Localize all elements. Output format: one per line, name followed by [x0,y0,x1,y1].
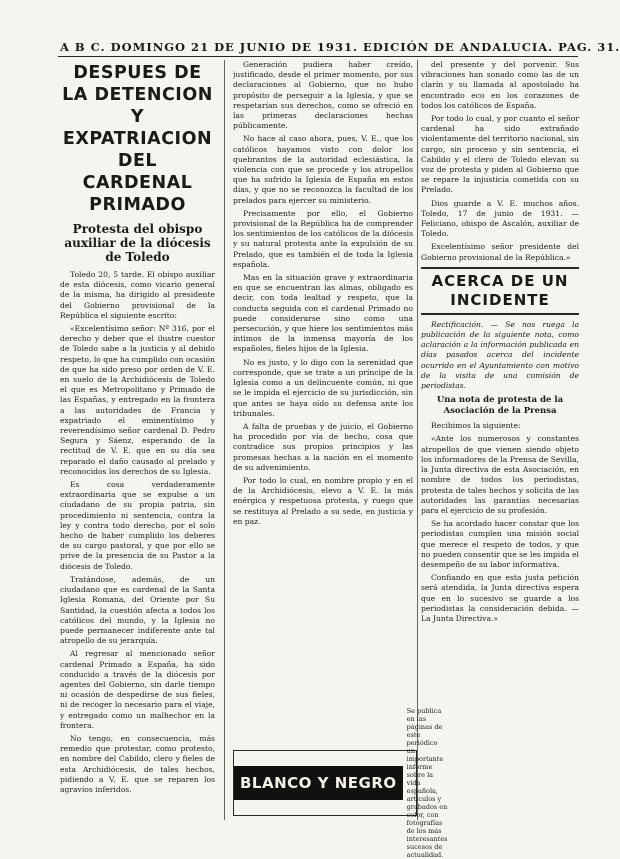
ad-title: BLANCO Y NEGRO [234,766,403,800]
article-subhead: Protesta del obispo auxiliar de la diócesis de Toledo [64,222,211,264]
paragraph: Confiando en que esta justa petición será atendida, la Junta directiva espera que en lo sucesivo se guarde a los periodistas la consideración debida. — La Junta Directiva.» [421,573,579,623]
paragraph: Tratándose, además, de un ciudadano que es cardenal de la Santa Iglesia Romana, del Oriente por Su Santidad, la cuestión afecta a todos los católicos del mundo, y la Iglesia no puede permanecer indiferente ante tal atropello de su jerarquía. [60,574,215,646]
paragraph: A falta de pruebas y de juicio, el Gobierno ha procedido por vía de hecho, cosa que contradice sus propios principios y las promesas hechas a la nación en el momento de su advenimiento. [233,421,413,472]
advertisement [233,707,448,859]
paragraph: Por todo lo cual, y por cuanto el señor cardenal ha sido extrañado violentamente del territorio nacional, sin cargo, sin proceso y sin sentencia, el Cabildo y el clero de Toledo elevan su voz de protesta y piden al Gobierno que se repare la injusticia cometida con su Prelado. [421,114,579,195]
paragraph: No es justo, y lo digo con la serenidad que corresponde, que se trate a un príncipe de la Iglesia como a un delincuente común, ni que se le impida el ejercicio de su jurisdicción, sin que antes se haya oído su defensa ante los tribunales. [233,357,413,418]
paragraph: Precisamente por ello, el Gobierno provisional de la República ha de comprender los sentimientos de los católicos de la diócesis y su natural protesta ante la expulsión de su Prelado, que es también el de toda la Iglesia española. [233,208,413,269]
paragraph: No hace al caso ahora, pues, V. E., que los católicos hayamos visto con dolor los quebrantos de la autoridad eclesiástica, la violencia con que se procede y los atropellos que ha sufrido la Iglesia de España en estos días, y que no se reconozca la facultad de los prelados para ejercer su ministerio. [233,134,413,205]
paragraph: Generación pudiera haber creído, justificado, desde el primer momento, por sus declaraciones al Gobierno, que no hubo propósito de perseguir a la Iglesia, y que se respetarían sus derechos, como se ofreció en las primeras declaraciones hechas públicamente. [233,60,413,131]
ad-text: Se publica en las páginas de este periódico un importante informe sobre la vida española, artículos y grabados en color, con fotografías de los más interesantes sucesos de actualidad. [406,707,448,859]
column-2 [233,60,413,744]
paragraph: «Ante los numerosos y constantes atropellos de que vienen siendo objeto los informadores de la Prensa de Sevilla, la Junta directiva de esta Asociación, en nombre de todos los periodistas, protesta de tales hechos y solicita de las autoridades las garantías necesarias para el ejercicio de su profesión. [421,434,579,515]
paragraph: Toledo 20, 5 tarde. El obispo auxiliar de esta diócesis, como vicario general de la misma, ha dirigido al presidente del Gobierno provisional de la República el siguiente escrito: [60,270,215,320]
paragraph: No tengo, en consecuencia, más remedio que protestar, como protesto, en nombre del Cabildo, clero y fieles de esta Archidiócesis, de tales hechos, pidiendo a V. E. que se reparen los agravios inferidos. [60,733,215,794]
paragraph: del presente y del porvenir. Sus vibraciones han sonado como las de un clarín y su llamada al apostolado ha encontrado eco en los corazones de todos los católicos de España. [421,60,579,110]
page-header: A B C. DOMINGO 21 DE JUNIO DE 1931. EDICIÓN DE ANDALUCIA. PAG. 31. [60,40,620,54]
column-1 [60,60,215,798]
paragraph: Excelentísimo señor presidente del Gobierno provisional de la República.» [421,242,579,262]
section-subhead: Una nota de protesta de la Asociación de la Prensa [436,395,564,417]
paragraph: «Excelentísimo señor: Nº 316, por el derecho y deber que el ilustre cuestor de Toledo sabe a la justicia y al debido respeto, lo que ha cumplido con ocasión de que ha sido preso por orden de V. E. en suelo de la Archidiócesis de Toledo el que es Metropolitano y Primado de las Españas, y entregado en la frontera a las autoridades de Francia y expatriado el eminentísimo y reverendísimo señor cardenal D. Pedro Segura y Sáenz, esperando de la rectitud de V. E. que en su día sea reparado el daño causado al prelado y reconocidos los derechos de su Iglesia. [60,324,215,476]
column-divider [224,60,225,820]
main-headline: DESPUES DE LA DETENCION Y EXPATRIACION DEL CARDENAL PRIMADO [62,63,213,215]
column-divider [417,60,418,820]
header-rule [58,56,578,57]
paragraph: Es cosa verdaderamente extraordinaria que se expulse a un ciudadano de su propia patria, sin procedimiento ni sentencia, contra la ley y contra todo derecho, por el solo hecho de haber cumplido los deberes de su cargo pastoral, y que por ello se prive de la presencia de su Pastor a la diócesis de Toledo. [60,480,215,571]
column-3 [421,60,579,820]
paragraph: Al regresar al mencionado señor cardenal Primado a España, ha sido conducido a través de la diócesis por agentes del Gobierno, sin darle tiempo ni ocasión de despedirse de sus fieles, ni de recoger lo necesario para el viaje, y entregado como un malhechor en la frontera. [60,649,215,730]
paragraph: Recibimos la siguiente: [431,421,521,431]
section-title: ACERCA DE UN INCIDENTE [421,267,579,315]
paragraph: Por todo lo cual, en nombre propio y en el de la Archidiócesis, elevo a V. E. la más enérgica y respetuosa protesta, y ruego que se restituya al Prelado a su sede, en justicia y en paz. [233,475,413,526]
paragraph: Mas en la situación grave y extraordinaria en que se encuentran las almas, obligado es decir, con toda lealtad y respeto, que la conducta seguida con el cardenal Primado no puede considerarse sino como una persecución, y que hiere los sentimientos más íntimos de la inmensa mayoría de los españoles, fieles hijos de la Iglesia. [233,273,413,354]
italic-note: Rectificación. — Se nos ruega la publicación de la siguiente nota, como aclaración a la información publicada en días pasados acerca del incidente ocurrido en el Ayuntamiento con motivo de la visita de una comisión de periodistas. [421,319,579,391]
paragraph: Dios guarde a V. E. muchos años. Toledo, 17 de junio de 1931. — Feliciano, obispo de Ascalón, auxiliar de Toledo. [421,198,579,239]
paragraph: Se ha acordado hacer constar que los periodistas cumplen una misión social que merece el respeto de todos, y que no pueden consentir que se les impida el desempeño de su labor informativa. [421,519,579,569]
